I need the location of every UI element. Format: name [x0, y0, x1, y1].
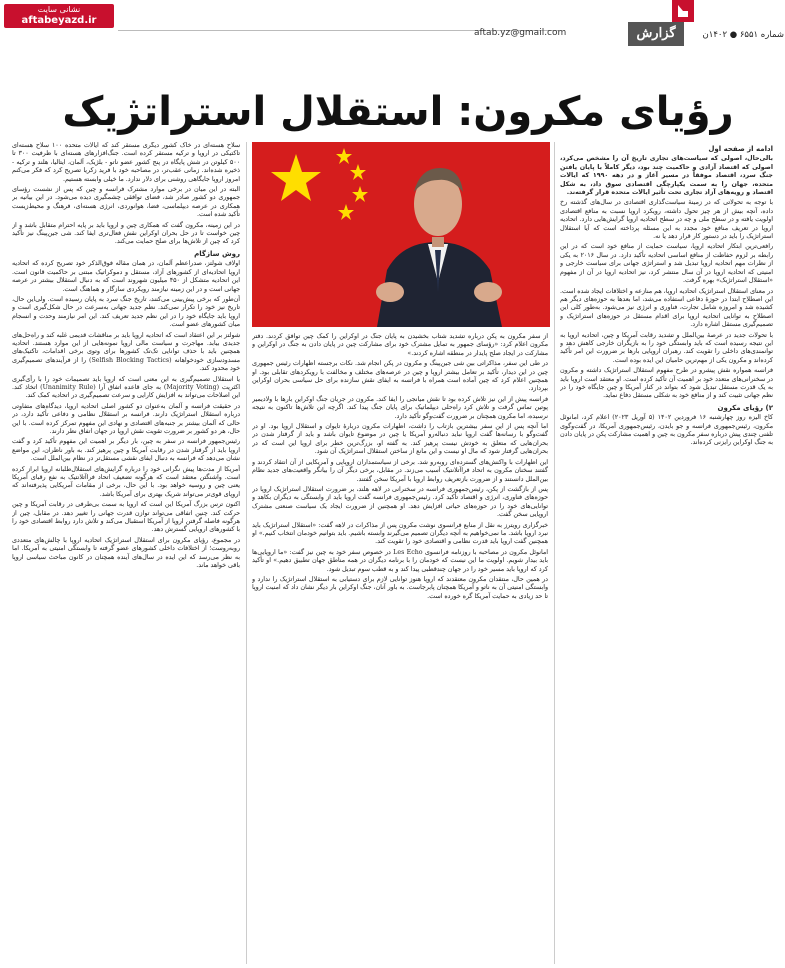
column-divider: [246, 142, 247, 964]
contact-email[interactable]: aftab.yz@gmail.com: [474, 28, 567, 38]
site-url: aftabeyazd.ir: [21, 15, 97, 26]
column-divider: [554, 142, 555, 964]
paragraph: امانوئل مکرون در مصاحبه با روزنامه فرانسوی Les Echo در خصوص سفر خود به چین نیز گفت: «ما اروپایی‌ها باید بیدار شویم. اولویت ما این نیست که خودمان را با برنامه دیگران در همه مناطق جهان تطبیق دهیم.» او تأکید کرد که اروپا باید مسیر خود را در جهان چندقطبی پیدا کند و به قطب سوم تبدیل شود.: [252, 548, 548, 573]
paragraph: بالی‌حال، اصولی که سیاست‌های تجاری تاریخ آن را مشخص می‌کرد، اصولی که اقتصاد آزادی و حاکمیت چند بود، دیگر کاملاً با پایان یافتن جنگ سرد، اقتصاد موفقاً در مسیر آغاز و در دهه ۱۹۹۰ که ایالات متحده، جهان را به سمت یکپارچگی اقتصادی سوق داد، به شکل اقتصاد و رویه‌های آزاد تجاری تحت تأثیر ایالات متحده قرار گرفته‌ند.: [560, 155, 773, 197]
paragraph: در این زمینه، مکرون گفت که همکاری چین و اروپا باید بر پایه احترام متقابل باشد و از چین خواست تا در حل بحران اوکراین نقش فعال‌تری ایفا کند. شی جین‌پینگ نیز تأکید کرد که چین از تلاش‌ها برای صلح حمایت می‌کند.: [12, 221, 240, 246]
paragraph: در حقیقت فرانسه و آلمان به‌عنوان دو کشور اصلی اتحادیه اروپا، دیدگاه‌های متفاوتی درباره استقلال استراتژیک دارند. فرانسه بر استقلال نظامی و دفاعی تأکید دارد، در حالی که آلمان بیشتر بر جنبه‌های اقتصادی و نهادی این مفهوم تمرکز کرده است. با این حال، هر دو کشور بر ضرورت تقویت نقش اروپا در جهان اتفاق نظر دارند.: [12, 402, 240, 435]
article-column-left: [12, 142, 240, 964]
photo-macron-china-flag-icon: [252, 142, 550, 327]
paragraph: کاخ الیزه روز چهارشنبه ۱۶ فروردین ۱۴۰۲ (۵ آوریل ۲۰۲۳) اعلام کرد، امانوئل مکرون، رئیس‌جمهوری فرانسه و جو بایدن، رئیس‌جمهوری آمریکا، در گفت‌وگوی تلفنی چندی پیش درباره سفر مکرون به چین و اهمیت مشارکت پکن در پایان دادن به جنگ اوکراین رایزنی کرده‌اند.: [560, 414, 773, 447]
paragraph: در همین حال، منتقدان مکرون معتقدند که اروپا هنوز توانایی لازم برای دستیابی به استقلال استراتژیک را ندارد و وابستگی امنیتی آن به ناتو و آمریکا همچنان پابرجاست. به باور آنان، جنگ اوکراین بار دیگر نشان داد که امنیت اروپا تا حد زیادی به حمایت آمریکا گره خورده است.: [252, 575, 548, 600]
paragraph: با توجه به تحولاتی که در زمینهٔ سیاست‌گذاری اقتصادی در سال‌های گذشته رخ داده، آنچه بیش از هر چیز تحول داشته، رویکرد اروپا نسبت به منافع اقتصادی اولویت یافته و در سطح ملی و چه در سطح اتحادیه اروپا گرایش‌هایی دارد. اتحادیه اروپا در تعریف منافع خود مجدد به این مسئله پرداخته است که آیا استقلال استراتژیک را باید در دستور کار قرار دهد یا نه.: [560, 199, 773, 241]
issue-number: شماره ۶۵۵۱ ● ۱۴۰۲ن: [702, 30, 784, 40]
paragraph: در معنای استقلال استراتژیک اتحادیه اروپا، هم منازعه و اختلافات ایجاد شده است. این اصطلاح ابتدا در حوزهٔ دفاعی استفاده می‌شد، اما بعدها به حوزه‌های دیگر هم کشیده شد و امروزه شامل تجارت، فناوری و انرژی نیز می‌شود. به‌طور کلی این اصطلاح به توانایی اتحادیه اروپا برای اقدام مستقل در حوزه‌های استراتژیک و تصمیم‌گیری مستقل اشاره دارد.: [560, 287, 773, 329]
article-column-right: [560, 142, 773, 964]
article-photo: [252, 142, 550, 327]
article-title: رؤیای مکرون: استقلال استراتژیک: [62, 89, 734, 135]
paragraph: خبرگزاری رویترز به نقل از منابع فرانسوی نوشت مکرون پس از مذاکرات در لاهه گفت: «استقلال استراتژیک باید نبرد اروپا باشد. ما نمی‌خواهیم به آنچه دیگران تصمیم می‌گیرند وابسته باشیم. باید بتوانیم خودمان انتخاب کنیم.» او همچنین گفت اروپا باید قدرت نظامی و اقتصادی خود را تقویت کند.: [252, 521, 548, 546]
paragraph: فرانسه همواره نقش پیشرو در طرح مفهوم استقلال استراتژیک داشته و مکرون در سخنرانی‌های متعدد خود بر اهمیت آن تأکید کرده است. او معتقد است اروپا باید به یک قدرت مستقل تبدیل شود که بتواند در کنار آمریکا و چین جایگاه خود را در نظم جهانی تثبیت کند و از منافع خود به شکلی مستقل دفاع نماید.: [560, 367, 773, 400]
section-label: گزارش: [628, 22, 684, 46]
paragraph: فرانسه پیش از این نیز تلاش کرده بود تا نقش میانجی را ایفا کند. مکرون در جریان جنگ اوکراین بارها با ولادیمیر پوتین تماس گرفت و تلاش کرد راه‌حلی دیپلماتیک برای پایان جنگ پیدا کند. اگرچه این تلاش‌ها تاکنون به نتیجه نرسیده، اما مکرون همچنان بر ضرورت گفت‌وگو تأکید دارد.: [252, 395, 548, 420]
paragraph: در مجموع، رؤیای مکرون برای استقلال استراتژیک اتحادیه اروپا با چالش‌های متعددی روبه‌روست؛ از اختلافات داخلی کشورهای عضو گرفته تا وابستگی امنیتی به آمریکا. اما به نظر می‌رسد که این ایده در سال‌های آینده همچنان در کانون مباحث سیاسی اروپا باقی خواهد ماند.: [12, 536, 240, 570]
paragraph: با تحولات جدید در عرصهٔ بین‌الملل و تشدید رقابت آمریکا و چین، اتحادیه اروپا به این نتیجه رسیده است که باید وابستگی خود را به بازیگران خارجی کاهش دهد و توانمندی‌های داخلی را تقویت کند. رهبران اروپایی بارها بر ضرورت این امر تأکید کرده‌اند و مکرون یکی از مهم‌ترین حامیان این ایده بوده است.: [560, 331, 773, 364]
section-subhead: روش سازگام: [194, 249, 240, 258]
newspaper-logo-icon: [652, 0, 696, 24]
paragraph: پس از بازگشت از پکن، رئیس‌جمهوری فرانسه در سخنرانی در لاهه هلند، بر ضرورت استقلال استراتژیک اروپا در حوزه‌های فناوری، انرژی و اقتصاد تأکید کرد. رئیس‌جمهوری فرانسه گفت اروپا باید از وابستگی به دیگران بکاهد و توانایی‌های خود را در حوزه‌های حیاتی افزایش دهد. او همچنین از ضرورت ایجاد یک سیاست صنعتی مشترک اروپایی سخن گفت.: [252, 485, 548, 519]
paragraph: رافعی‌ترین ابتکار اتحادیه اروپا، سیاست حمایت از منافع خود است که در این رابطه بر لزوم حفاظت از منافع اساسی اتحادیه تأکید دارد. در سال ۲۰۱۶ به یکی از نظرات مهم اتحادیه اروپا تبدیل شد و استراتژی جهانی برای سیاست خارجی و امنیتی که اتحادیه اروپا در آن سال منتشر کرد، نیز اتحادیه اروپا در آن از مفهوم «استقلال استراتژیک» بهره گرفت.: [560, 243, 773, 285]
paragraph: یا استقلال تصمیم‌گیری به این معنی است که اروپا باید تصمیمات خود را با رأی‌گیری اکثریت (Majority Voting) به جای قاعده اتفاق آرا (Unanimity Rule) اتخاذ کند. این اصلاحات می‌تواند به افزایش کارایی و سرعت تصمیم‌گیری در اتحادیه کمک کند.: [12, 375, 240, 400]
paragraph: اولاف شولتز، صدراعظم آلمان، در همان مقاله فوق‌الذکر خود تصریح کرده که اتحادیه اروپا اتحادیه‌ای از کشورهای آزاد، مستقل و دموکراتیک مبتنی بر حاکمیت قانون است. این اتحادیه متشکل از ۴۵۰ میلیون شهروند است که به دنبال استقلال بیشتر در عرصه جهانی است و در این زمینه نیازمند رویکردی سازگار و هماهنگ است.: [12, 260, 240, 293]
site-caption: نشانی سایت: [37, 5, 81, 14]
paragraph: این اظهارات با واکنش‌های گسترده‌ای روبه‌رو شد. برخی از سیاستمداران اروپایی و آمریکایی از آن انتقاد کردند و گفتند سخنان مکرون به اتحاد فراآتلانتیک آسیب می‌زند. در مقابل، برخی دیگر آن را بیانگر واقعیت‌های جدید نظام بین‌الملل دانستند و از ضرورت بازتعریف روابط اروپا با آمریکا سخن گفتند.: [252, 458, 548, 483]
paragraph: البته در این میان در برخی موارد مشترک فرانسه و چین که پس از نشست رؤسای جمهوری دو کشور صادر شد، فضای توافقی چشمگیری دیده می‌شود. در این بیانیه بر همکاری در عرصه دیپلماسی، فضا، هوانوردی، انرژی هسته‌ای، فرهنگ و محیط‌زیست تأکید شده است.: [12, 186, 240, 219]
article-column-middle: [252, 333, 548, 964]
paragraph: سلاح هسته‌ای در خاک کشور دیگری مستقر کند که ایالات متحده ۱۰۰ سلاح هسته‌ای تاکتیکی در اروپا و ترکیه مستقر کرده است. جنگ‌افزارهای هسته‌ای با ظرفیت ۳۰۰ تا ۵۰۰ کیلوتن در شش پایگاه در پنج کشور عضو ناتو - بلژیک، آلمان، ایتالیا، هلند و ترکیه - ذخیره شده‌اند. زمانی عقب‌تر، در مصاحبه خود با فرید زکریا تصریح کرد که فکر می‌کنم امروز اروپا جایگاهی روشنی برای دلار ندارد. ما خیلی وابسته هستیم.: [12, 142, 240, 183]
page-header: [0, 0, 785, 48]
paragraph: اکنون ترس بزرگ آمریکا این است که اروپا به سمت بی‌طرفی در رقابت آمریکا و چین حرکت کند. چنین اتفاقی می‌تواند توازن قدرت جهانی را تغییر دهد. در مقابل، چین از هرگونه فاصله گرفتن اروپا از آمریکا استقبال می‌کند و تلاش دارد روابط اقتصادی خود را با کشورهای اروپایی گسترش دهد.: [12, 501, 240, 534]
paragraph: اما آنچه پس از این سفر بیشترین بازتاب را داشت، اظهارات مکرون دربارهٔ تایوان و استقلال اروپا بود. او در گفت‌وگو با رسانه‌ها گفت اروپا نباید دنباله‌رو آمریکا یا چین در موضوع تایوان باشد و باید از گرفتار شدن در بحران‌هایی که متعلق به خودش نیست پرهیز کند. به گفته او، بزرگ‌ترین خطر برای اروپا این است که در بحران‌هایی گرفتار شود که مال او نیست و این مانع از ساختن استقلال استراتژیک آن شود.: [252, 423, 548, 456]
paragraph: آن‌طور که برخی پیش‌بینی می‌کنند، تاریخ جنگ سرد به پایان رسیده است. ولی‌این حال، تاریخ نیز خود را تکرار نمی‌کند. نظم جدید جهانی به‌سرعت در حال شکل‌گیری است و اروپا باید جایگاه خود را در این نظم جدید تعریف کند. این امر نیازمند وحدت و انسجام میان کشورهای عضو است.: [12, 295, 240, 329]
paragraph: آمریکا از مدت‌ها پیش نگرانی خود را درباره گرایش‌های استقلال‌طلبانه اروپا ابراز کرده است. واشنگتن معتقد است که هرگونه تضعیف اتحاد فراآتلانتیک به نفع رقبای آمریکا یعنی چین و روسیه خواهد بود. با این حال، برخی از مقامات آمریکایی پذیرفته‌اند که اروپای قوی‌تر می‌تواند شریک بهتری برای آمریکا باشد.: [12, 465, 240, 498]
continuation-label: ادامه از صفحه اول: [708, 145, 773, 153]
paragraph: رئیس‌جمهور فرانسه در سفر به چین، بار دیگر بر اهمیت این مفهوم تأکید کرد و گفت اروپا باید از گرفتار شدن در رقابت آمریکا و چین پرهیز کند. به باور ناظران، این مواضع نشان می‌دهد که فرانسه به دنبال ایفای نقشی مستقل‌تر در نظام بین‌الملل است.: [12, 438, 240, 463]
site-url-badge[interactable]: [4, 4, 114, 28]
paragraph: شولتز بر این اعتقاد است که اتحادیه اروپا باید بر مناقشات قدیمی غلبه کند و راه‌حل‌های جدیدی بیابد. مهاجرت و سیاست مالی اروپا نمونه‌هایی از این موارد هستند. اتحادیه همچنین باید با حذف توانایی تک‌تک کشورها برای وتوی برخی اقدامات، تاکتیک‌های مسدودسازی خودخواهانه (Selfish Blocking Tactics) را از فرآیندهای تصمیم‌گیری خود محدود کند.: [12, 331, 240, 373]
paragraph: از سفر مکرون به پکن درباره تشدید شتاب بخشیدن به پایان جنگ در اوکراین را کمک چین توافق کردند. دفتر مکرون اعلام کرد: «رؤسای جمهور به تمایل مشترک خود برای مشارکت چین در پایان دادن به جنگ در اوکراین و مشارکت در ایجاد صلح پایدار در منطقه اشاره کردند.»: [252, 333, 548, 357]
paragraph: در طی این سفر، مذاکراتی بین شی جین‌پینگ و مکرون در پکن انجام شد. نکات برجسته اظهارات رئیس جمهوری چین در این دیدار، تأکید بر تعامل بیشتر اروپا و چین در عرصه‌های مختلف و مخالفت با رویکردهای تقابلی بود. او همچنین اعلام کرد که چین آماده است همراه با فرانسه به ایفای نقش سازنده برای حل سیاسی بحران اوکراین بپردازد.: [252, 360, 548, 393]
section-subhead: ۲) رؤیای مکرون: [717, 403, 773, 412]
